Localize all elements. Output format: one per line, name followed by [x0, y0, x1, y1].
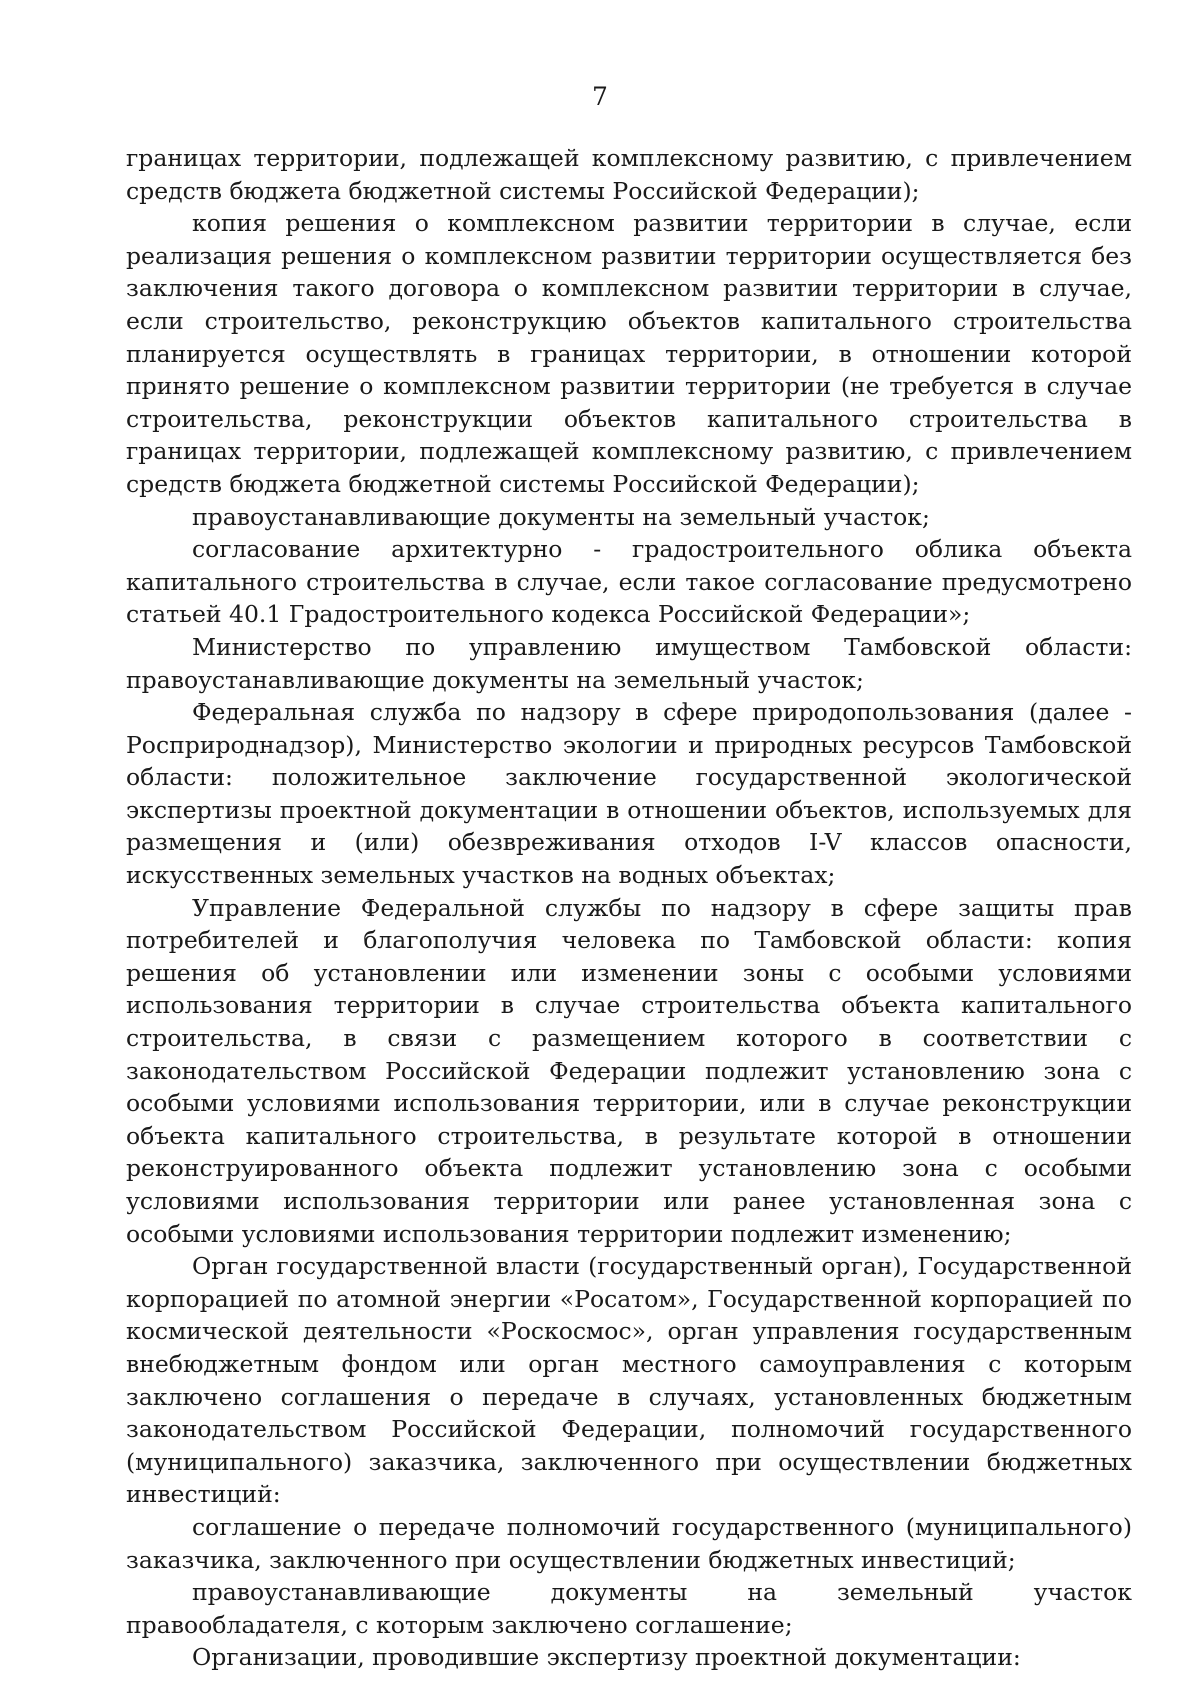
paragraph-9: соглашение о передаче полномочий государственного (муниципального) заказчика, заключенного при осуществлении бюджетных инвестиций;: [126, 1512, 1132, 1574]
paragraph-7: Управление Федеральной службы по надзору в сфере защиты прав потребителей и благополучия человека по Тамбовской области: копия решения об установлении или изменении зоны с особыми условиями использования территории в случае строительства объекта капитального строительства, в связи с размещением которого в соответствии с законодательством Российской Федерации подлежит установлению зона с особыми условиями использования территории, или в случае реконструкции объекта капитального строительства, в результате которой в отношении реконструированного объекта подлежит установлению зона с особыми условиями использования территории или ранее установленная зона с особыми условиями использования территории подлежит изменению;: [126, 893, 1132, 1248]
paragraph-3: правоустанавливающие документы на земельный участок;: [192, 502, 930, 531]
paragraph-4: согласование архитектурно - градостроительного облика объекта капитального строительства в случае, если такое согласование предусмотрено статьей 40.1 Градостроительного кодекса Российской Федерации»;: [126, 535, 1132, 629]
paragraph-10: правоустанавливающие документы на земельный участок правообладателя, с которым заключено соглашение;: [126, 1578, 1132, 1639]
paragraph-6: Федеральная служба по надзору в сфере природопользования (далее - Росприроднадзор), Министерство экологии и природных ресурсов Тамбовской области: положительное заключение государственной экологической экспертизы проектной документации в отношении объектов, используемых для размещения и (или) обезвреживания отходов I-V классов опасности, искусственных земельных участков на водных объектах;: [126, 698, 1132, 890]
paragraph-2: копия решения о комплексном развитии территории в случае, если реализация решения о комплексном развитии территории осуществляется без заключения такого договора о комплексном развитии территории в случае, если строительство, реконструкцию объектов капитального строительства планируется осуществлять в границах территории, в отношении которой принято решение о комплексном развитии территории (не требуется в случае строительства, реконструкции объектов капитального строительства в границах территории, подлежащей комплексному развитию, с привлечением средств бюджета бюджетной системы Российской Федерации);: [126, 209, 1132, 498]
paragraph-1: границах территории, подлежащей комплексному развитию, с привлечением средств бюджета бюджетной системы Российской Федерации);: [126, 144, 1132, 205]
document-body: [126, 142, 1132, 1674]
paragraph-5: Министерство по управлению имуществом Тамбовской области: правоустанавливающие документы на земельный участок;: [126, 632, 1132, 694]
page-number: 7: [592, 82, 608, 111]
paragraph-11: Организации, проводившие экспертизу проектной документации:: [192, 1643, 1021, 1672]
paragraph-8: Орган государственной власти (государственный орган), Государственной корпорацией по атомной энергии «Росатом», Государственной корпорацией по космической деятельности «Роскосмос», орган управления государственным внебюджетным фондом или орган местного самоуправления с которым заключено соглашения о передаче в случаях, установленных бюджетным законодательством Российской Федерации, полномочий государственного (муниципального) заказчика, заключенного при осуществлении бюджетных инвестиций:: [126, 1252, 1132, 1509]
